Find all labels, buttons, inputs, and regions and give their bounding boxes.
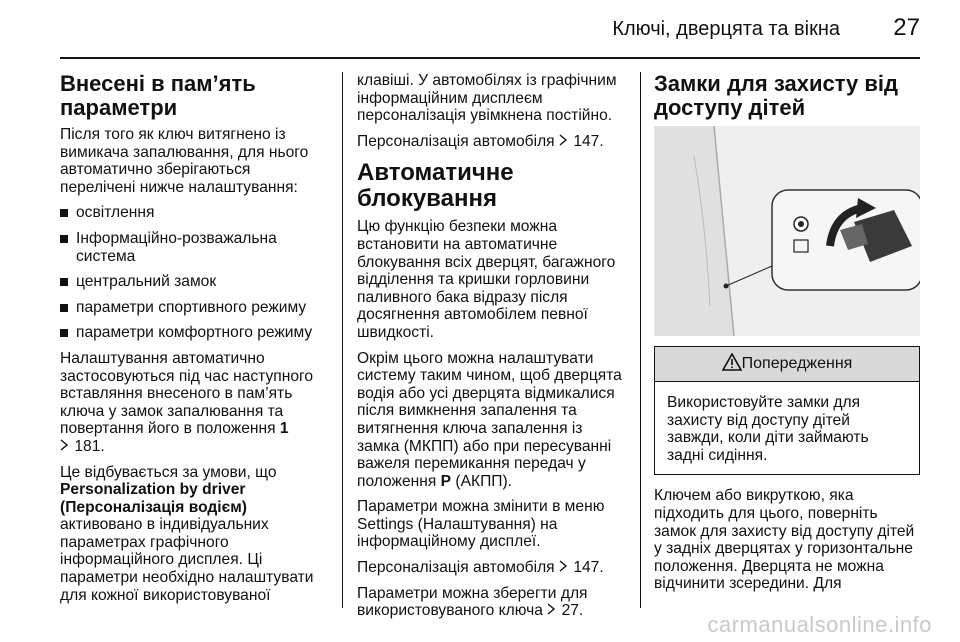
section-heading-memory: Внесені в пам’ять параметри (60, 71, 256, 120)
paragraph: Цю функцію безпеки можна встановити на автоматичне блокування всіх дверцят, багажного відділення та кришки горловини паливного бака відразу після досягнення автомобілем певної швидкості. (357, 218, 616, 341)
paragraph: Після того як ключ витягнено із вимикача запалювання, для нього автоматично зберігаються перелічені нижче налаштування: (60, 126, 309, 196)
column-3 (654, 72, 922, 601)
header-rule (60, 57, 920, 59)
bullet-icon (60, 278, 68, 286)
page-number: 27 (893, 14, 920, 41)
warning-header (655, 347, 919, 382)
settings-list (60, 204, 330, 342)
list-item: Інформаційно-розважальна система (60, 230, 330, 265)
page-reference-arrow-icon (559, 559, 569, 577)
warning-triangle-icon (722, 353, 742, 376)
paragraph: Персоналізація автомобіля 147. (357, 132, 604, 150)
page-reference[interactable]: 147. (573, 559, 604, 577)
bullet-icon (60, 329, 68, 337)
page-reference-arrow-icon (559, 133, 569, 151)
paragraph: Налаштування автоматично застосовуються під час наступного вставляння внесеного в пам’ять ключа у замок запалювання та повертання його в положення 1 181. (60, 349, 314, 455)
bullet-icon (60, 209, 68, 217)
warning-text: Використовуйте замки для захисту від доступу дітей завжди, коли діти займають задні сидіння. (667, 394, 869, 464)
page-header-title: Ключі, дверцята та вікна (612, 18, 840, 40)
paragraph: Параметри можна зберегти для використовуваного ключа 27. (357, 584, 588, 620)
column-1 (60, 72, 330, 612)
column-2 (357, 72, 627, 628)
list-item: центральний замок (60, 273, 330, 291)
paragraph: клавіші. У автомобілях із графічним інформаційним дисплеєм персоналізація увімкнена постійно. (357, 72, 617, 125)
bullet-icon (60, 304, 68, 312)
page-reference[interactable]: 27. (561, 602, 584, 620)
page-reference[interactable]: 181. (74, 437, 105, 455)
warning-box (654, 346, 920, 475)
paragraph: Ключем або викруткою, яка підходить для цього, поверніть замок для захисту від доступу дітей у задніх дверцятах у горизонтальне положення. Дверцята не можна відчинити зсередини. Для (654, 487, 915, 593)
list-item: параметри комфортного режиму (60, 324, 330, 342)
paragraph: Персоналізація автомобіля 147. (357, 559, 604, 577)
page-reference-arrow-icon (60, 438, 70, 456)
list-item: освітлення (60, 204, 330, 222)
page-reference-arrow-icon (547, 602, 557, 620)
bullet-icon (60, 235, 68, 243)
child-lock-illustration (654, 126, 920, 336)
column-divider-2 (640, 72, 641, 608)
column-divider-1 (342, 72, 343, 608)
list-item: параметри спортивного режиму (60, 299, 330, 317)
section-heading-auto-lock: Автоматичне блокування (357, 159, 514, 213)
section-heading-child-locks: Замки для захисту від доступу дітей (654, 71, 898, 120)
paragraph: Параметри можна змінити в меню Settings (Налаштування) на інформаційному дисплеї. (357, 498, 605, 551)
watermark: carmanualsonline.info (707, 612, 932, 637)
warning-title: Попередження (741, 355, 853, 373)
paragraph: Це відбувається за умови, що Personalization by driver (Персоналізація водієм) активовано в індивідуальних параметрах графічного інформаційного дисплея. Ці параметри необхідно налаштувати для кожної використовуваної (60, 463, 314, 604)
page-reference[interactable]: 147. (573, 132, 604, 150)
paragraph: Окрім цього можна налаштувати систему таким чином, щоб дверцята водія або усі дверцята відмикалися після вимкнення запалення та витягнення ключа запалення із замка (МКПП) або при пересуванні важеля перемикання передач у положення P (АКПП). (357, 349, 622, 490)
